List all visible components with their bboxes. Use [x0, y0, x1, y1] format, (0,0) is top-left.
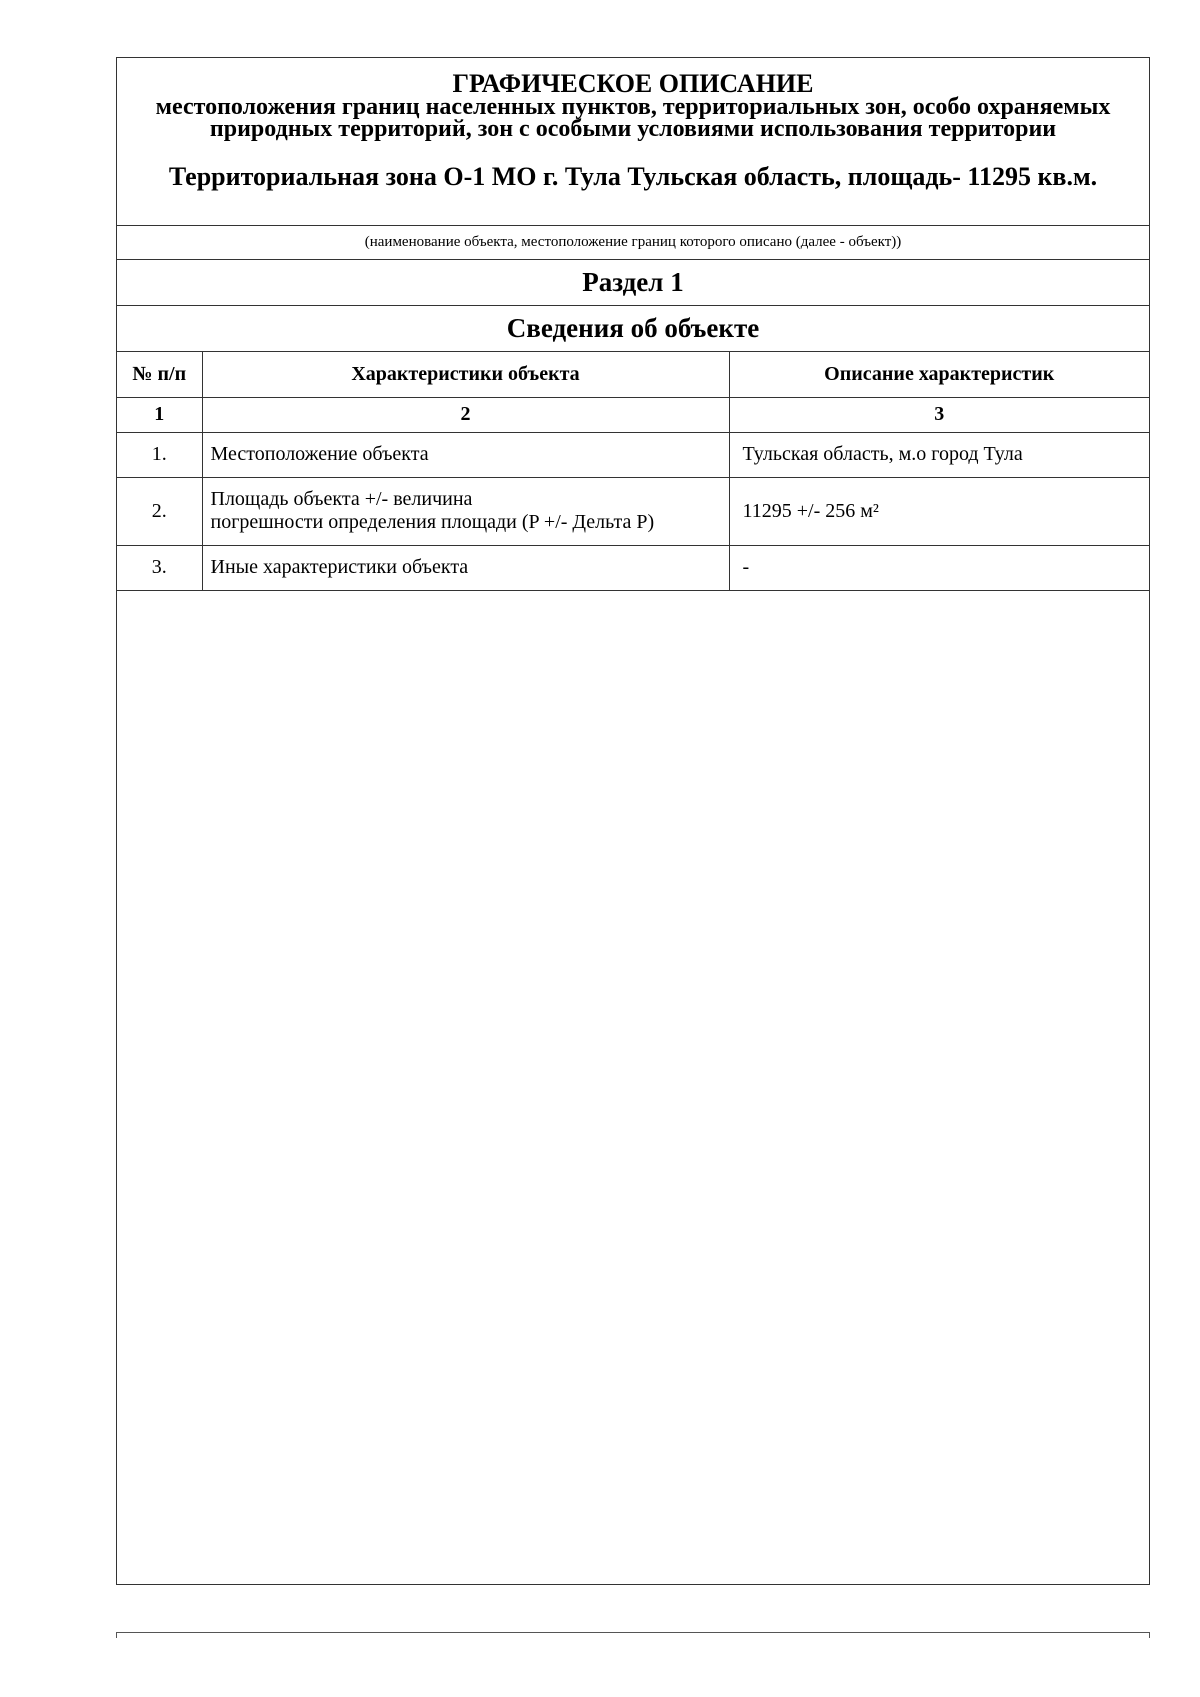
index-cell: 1: [117, 397, 202, 432]
row-characteristic: Местоположение объекта: [202, 432, 729, 477]
object-info-table: [117, 352, 1149, 591]
document-title: ГРАФИЧЕСКОЕ ОПИСАНИЕ: [452, 69, 814, 98]
header-characteristic: Характеристики объекта: [202, 352, 729, 397]
table-header-row: [117, 352, 1149, 397]
table-index-row: [117, 397, 1149, 432]
row-characteristic: [202, 477, 729, 545]
row-description: 11295 +/- 256 м²: [729, 477, 1149, 545]
row-description: Тульская область, м.о город Тула: [729, 432, 1149, 477]
document-frame: [116, 57, 1150, 1585]
table-row: [117, 545, 1149, 590]
document-header: [117, 58, 1149, 226]
document-subtitle: местоположения границ населенных пунктов, территориальных зон, особо охраняемых природных территорий, зон с особыми условиями использования территории: [155, 94, 1111, 142]
header-number: № п/п: [117, 352, 202, 397]
next-page-border: [116, 1632, 1150, 1638]
row-number: 3.: [117, 545, 202, 590]
row-characteristic-line: Площадь объекта +/- величина: [210, 488, 473, 510]
row-number: 2.: [117, 477, 202, 545]
object-name: Территориальная зона О-1 МО г. Тула Тульская область, площадь- 11295 кв.м.: [168, 162, 1098, 191]
index-cell: 2: [202, 397, 729, 432]
object-name-caption: (наименование объекта, местоположение границ которого описано (далее - объект)): [117, 226, 1149, 260]
row-description: -: [729, 545, 1149, 590]
table-row: [117, 477, 1149, 545]
section-title: Сведения об объекте: [117, 306, 1149, 352]
row-characteristic: Иные характеристики объекта: [202, 545, 729, 590]
header-description: Описание характеристик: [729, 352, 1149, 397]
row-number: 1.: [117, 432, 202, 477]
table-row: [117, 432, 1149, 477]
row-characteristic-line: погрешности определения площади (P +/- Дельта P): [210, 511, 655, 533]
index-cell: 3: [729, 397, 1149, 432]
section-number: Раздел 1: [117, 260, 1149, 306]
